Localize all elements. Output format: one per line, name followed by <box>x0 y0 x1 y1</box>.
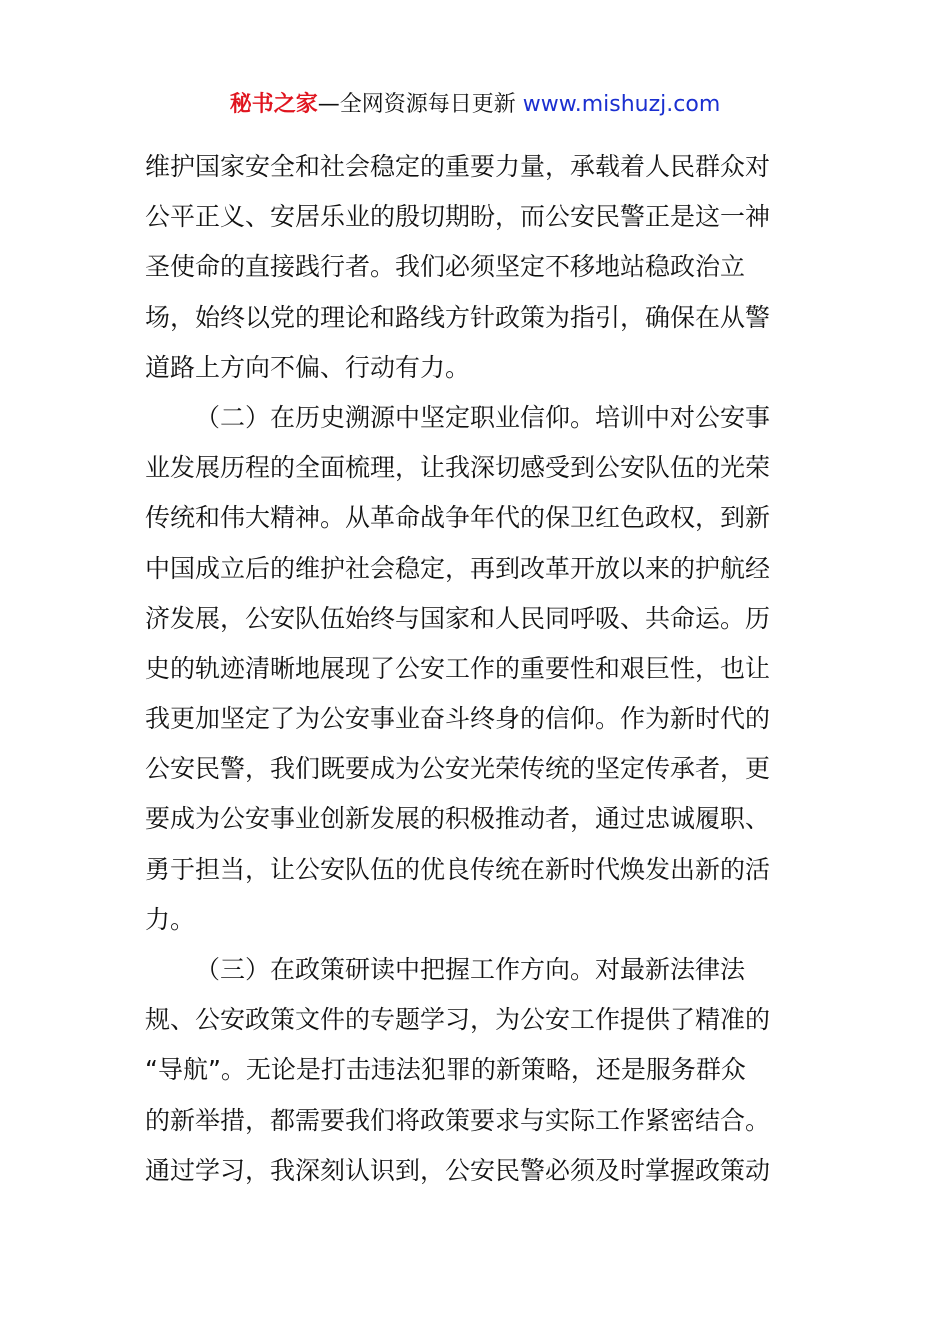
text-line: “导航”。无论是打击违法犯罪的新策略，还是服务群众 <box>145 1055 746 1085</box>
text-line: 史的轨迹清晰地展现了公安工作的重要性和艰巨性，也让 <box>145 653 771 683</box>
header-site-link[interactable]: www.mishuzj.com <box>522 92 721 117</box>
text-line: 要成为公安事业创新发展的积极推动者，通过忠诚履职、 <box>145 804 771 834</box>
text-line: 我更加坚定了为公安事业奋斗终身的信仰。作为新时代的 <box>145 704 771 734</box>
text-line: 勇于担当，让公安队伍的优良传统在新时代焕发出新的活 <box>145 854 771 884</box>
document-body <box>145 142 810 1196</box>
text-line: 公平正义、安居乐业的殷切期盼，而公安民警正是这一神 <box>145 202 771 232</box>
text-line: 济发展，公安队伍始终与国家和人民同呼吸、共命运。历 <box>145 603 771 633</box>
text-line: 维护国家安全和社会稳定的重要力量，承载着人民群众对 <box>145 152 771 181</box>
text-line: 道路上方向不偏、行动有力。 <box>145 352 471 382</box>
text-line: 业发展历程的全面梳理，让我深切感受到公安队伍的光荣 <box>145 453 771 483</box>
text-line: 圣使命的直接践行者。我们必须坚定不移地站稳政治立 <box>145 252 746 282</box>
text-line: 通过学习，我深刻认识到，公安民警必须及时掌握政策动 <box>145 1155 771 1185</box>
text-line: 传统和伟大精神。从革命战争年代的保卫红色政权，到新 <box>145 503 771 533</box>
page-header <box>0 88 950 122</box>
paragraph-heading-3: （三）在政策研读中把握工作方向。对最新法律法 <box>195 955 746 984</box>
text-line: 中国成立后的维护社会稳定，再到改革开放以来的护航经 <box>145 553 771 583</box>
text-line: 力。 <box>145 904 196 934</box>
header-brand: 秘书之家 <box>229 92 318 117</box>
text-line: 规、公安政策文件的专题学习，为公安工作提供了精准的 <box>145 1005 771 1035</box>
text-line: 场，始终以党的理论和路线方针政策为指引，确保在从警 <box>145 302 771 332</box>
text-line: 公安民警，我们既要成为公安光荣传统的坚定传承者，更 <box>145 754 771 784</box>
header-tagline: —全网资源每日更新 <box>317 92 523 117</box>
paragraph-heading-2: （二）在历史溯源中坚定职业信仰。培训中对公安事 <box>195 402 771 432</box>
text-line: 的新举措，都需要我们将政策要求与实际工作紧密结合。 <box>145 1105 771 1135</box>
